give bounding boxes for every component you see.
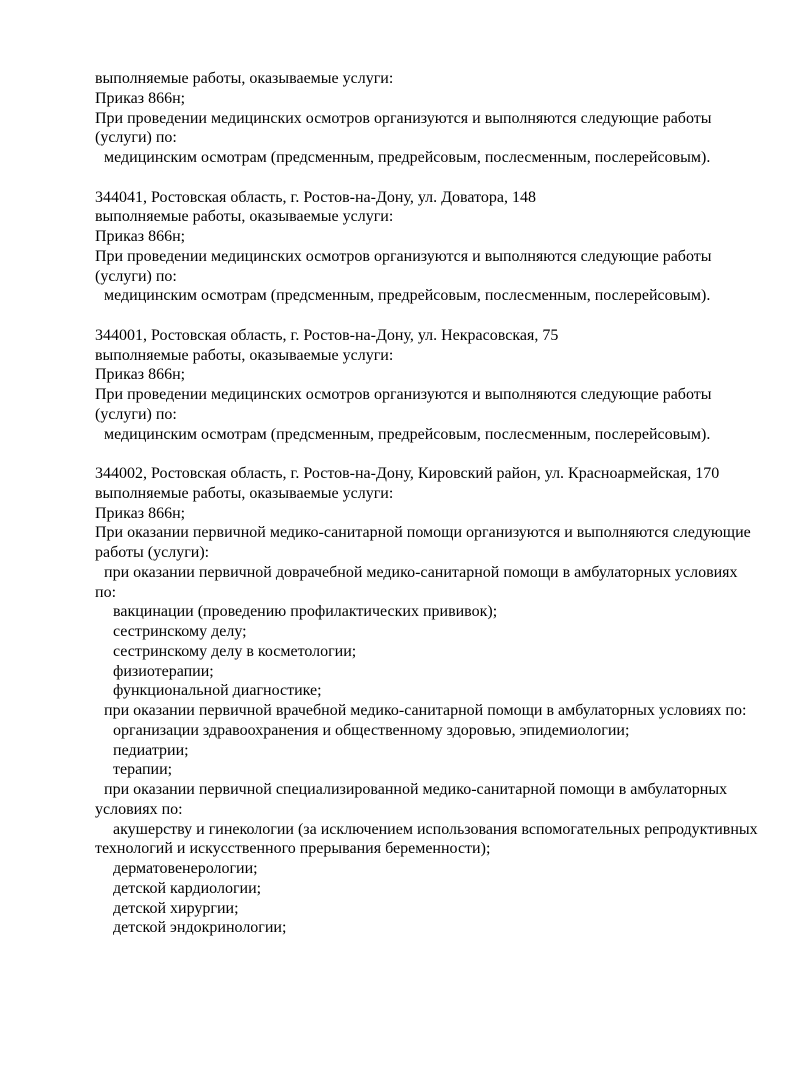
document-line: при оказании первичной врачебной медико-санитарной помощи в амбулаторных условиях по: — [104, 702, 747, 719]
document-line: медицинским осмотрам (предсменным, предрейсовым, послесменным, послерейсовым). — [104, 287, 711, 305]
document-line: выполняемые работы, оказываемые услуги: — [95, 484, 394, 502]
document-line: При оказании первичной медико-санитарной помощи организуются и выполняются следующие — [95, 524, 751, 542]
document-line: работы (услуги): — [95, 544, 210, 561]
document-line: терапии; — [113, 761, 173, 779]
document-line: детской хирургии; — [113, 899, 239, 917]
section-works-continuation — [95, 69, 792, 168]
document-line: выполняемые работы, оказываемые услуги: — [95, 208, 394, 226]
address-line: 344001, Ростовская область, г. Ростов-на-Дону, ул. Некрасовская, 75 — [95, 326, 559, 344]
section-location-344002 — [95, 464, 792, 938]
document-line: (услуги) по: — [95, 267, 177, 285]
document-line: При проведении медицинских осмотров организуются и выполняются следующие работы — [95, 109, 712, 127]
document-line: детской кардиологии; — [113, 879, 262, 897]
document-line: педиатрии; — [113, 741, 189, 759]
document-line: При проведении медицинских осмотров организуются и выполняются следующие работы — [95, 247, 712, 265]
section-location-344001 — [95, 326, 792, 445]
document-line: физиотерапии; — [113, 662, 214, 680]
document-line: медицинским осмотрам (предсменным, предрейсовым, послесменным, послерейсовым). — [104, 149, 711, 166]
section-location-344041 — [95, 188, 792, 307]
document-line: условиях по: — [95, 800, 183, 818]
address-line: 344041, Ростовская область, г. Ростов-на-Дону, ул. Доватора, 148 — [95, 188, 536, 206]
document-line: (услуги) по: — [95, 129, 177, 147]
document-line: при оказании первичной доврачебной медико-санитарной помощи в амбулаторных условиях — [104, 563, 738, 581]
document-line: организации здравоохранения и общественному здоровью, эпидемиологии; — [113, 721, 630, 739]
document-line: при оказании первичной специализированной медико-санитарной помощи в амбулаторных — [104, 781, 728, 798]
document-line: Приказ 866н; — [95, 89, 186, 107]
document-line: При проведении медицинских осмотров организуются и выполняются следующие работы — [95, 386, 712, 403]
document-text — [95, 69, 792, 938]
document-line: технологий и искусственного прерывания беременности); — [95, 840, 491, 858]
document-line: сестринскому делу; — [113, 623, 247, 640]
document-line: вакцинации (проведению профилактических прививок); — [113, 603, 498, 621]
address-line: 344002, Ростовская область, г. Ростов-на-Дону, Кировский район, ул. Красноармейская, 170 — [95, 465, 720, 482]
document-line: выполняемые работы, оказываемые услуги: — [95, 346, 394, 364]
document-line: Приказ 866н; — [95, 228, 186, 245]
document-line: (услуги) по: — [95, 405, 177, 423]
document-line: сестринскому делу в косметологии; — [113, 642, 357, 660]
document-line: Приказ 866н; — [95, 504, 186, 522]
document-line: выполняемые работы, оказываемые услуги: — [95, 70, 394, 87]
document-line: медицинским осмотрам (предсменным, предрейсовым, послесменным, послерейсовым). — [104, 425, 711, 443]
document-line: акушерству и гинекологии (за исключением использования вспомогательных репродуктивных — [113, 820, 758, 838]
document-line: Приказ 866н; — [95, 366, 186, 384]
document-line: дерматовенерологии; — [113, 860, 258, 877]
document-line: детской эндокринологии; — [113, 919, 287, 937]
document-line: функциональной диагностике; — [113, 682, 322, 700]
document-line: по: — [95, 583, 117, 601]
